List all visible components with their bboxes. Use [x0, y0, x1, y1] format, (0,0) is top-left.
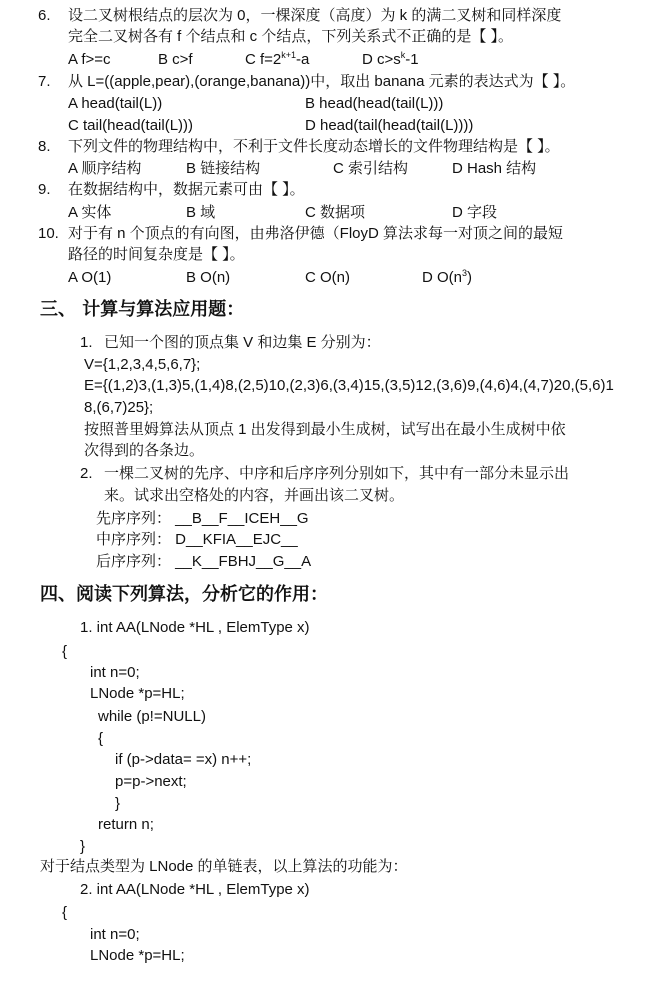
question-6-option-c: C $f=2^{k+1}-a$ [245, 50, 310, 68]
question-7-number: 7. [38, 73, 51, 90]
question-9-option-a: A 实体 [68, 204, 112, 221]
question-10-text: 对于有 n 个顶点的有向图，由弗洛伊德（FloyD 算法求每一对顶之间的最短 [68, 225, 564, 242]
s3-q2-number: 2. [80, 465, 93, 482]
question-8-text: 下列文件的物理结构中，不利于文件长度动态增长的文件物理结构是【 】。 [68, 138, 560, 155]
code2-line2: { [62, 904, 68, 921]
question-7-option-c: C tail(head(tail(L))) [68, 117, 194, 134]
s3-q2-line1: 一棵二叉树的先序、中序和后序序列分别如下，其中有一部分未显示出 [104, 465, 570, 482]
question-6-number: 6. [38, 7, 51, 24]
s3-q1-edge-set: E={(1,2)3,(1,3)5,(1,4)8,(2,5)10,(2,3)6,(3,4)15,(3,5)12,(3,6)9,(4,6)4,(4,7)20,(5,6)1 [84, 377, 614, 394]
question-7-option-d: D head(tail(head(tail(L)))) [305, 117, 474, 134]
code1-line11: } [80, 838, 86, 855]
code1-line6: { [98, 730, 104, 747]
s3-q2-postorder: 后序序列： __K__FBHJ__G__A [96, 553, 312, 570]
s3-q2-line2: 来。试求出空格处的内容，并画出该二叉树。 [104, 487, 405, 504]
question-10-option-b: B O(n) [186, 269, 231, 286]
question-6-option-d: D $c>s^k-1$ [362, 50, 419, 68]
code1-line4: LNode *p=HL; [90, 685, 185, 702]
s3-q1-line1: 已知一个图的顶点集 V 和边集 E 分别为： [104, 334, 381, 351]
question-10-option-c: C O(n) [305, 269, 350, 286]
s3-q1-line6: 次得到的各条边。 [84, 442, 205, 459]
question-6-option-b: B c>f [158, 51, 193, 68]
question-10-option-d: D $O(n^3)$ [422, 268, 473, 286]
question-8-option-d: D Hash 结构 [452, 160, 537, 177]
question-8-option-a: A 顺序结构 [68, 160, 142, 177]
code2-line4: LNode *p=HL; [90, 947, 185, 964]
question-9-option-b: B 域 [186, 204, 216, 221]
s3-q1-number: 1. [80, 334, 93, 351]
code1-line1: 1. int AA(LNode *HL , ElemType x) [80, 619, 310, 636]
question-9-text: 在数据结构中，数据元素可由【 】。 [68, 181, 305, 198]
question-7-option-b: B head(head(tail(L))) [305, 95, 444, 112]
code1-line3: int n=0; [90, 664, 140, 681]
code1-line10: return n; [98, 816, 154, 833]
s3-q1-vertex-set: V={1,2,3,4,5,6,7}; [84, 356, 201, 373]
code1-line8: p=p->next; [115, 773, 187, 790]
s3-q1-edge-set-cont: 8,(6,7)25}; [84, 399, 154, 416]
code2-line1: 2. int AA(LNode *HL , ElemType x) [80, 881, 310, 898]
question-7-text: 从 L=((apple,pear),(orange,banana))中，取出 banana 元素的表达式为【 】。 [68, 73, 576, 90]
question-6-option-a: A f>=c [68, 51, 111, 68]
section-4-title: 四、阅读下列算法，分析它的作用： [40, 584, 328, 605]
question-10-number: 10. [38, 225, 59, 242]
question-7-option-a: A head(tail(L)) [68, 95, 163, 112]
code2-line3: int n=0; [90, 926, 140, 943]
s3-q2-preorder: 先序序列： __B__F__ICEH__G [96, 510, 309, 527]
s3-q2-inorder: 中序序列： D__KFIA__EJC__ [96, 531, 298, 548]
question-8-number: 8. [38, 138, 51, 155]
question-10-text-cont: 路径的时间复杂度是【 】。 [68, 246, 245, 263]
question-6-text-cont: 完全二叉树各有 f 个结点和 c 个结点，下列关系式不正确的是【 】。 [68, 28, 514, 45]
code1-line7: if (p->data= =x) n++; [115, 751, 252, 768]
section-3-title: 三、 计算与算法应用题： [40, 299, 245, 320]
question-9-number: 9. [38, 181, 51, 198]
s3-q1-line5: 按照普里姆算法从顶点 1 出发得到最小生成树，试写出在最小生成树中依 [84, 421, 566, 438]
question-8-option-c: C 索引结构 [333, 160, 409, 177]
code1-line2: { [62, 643, 68, 660]
code1-line9: } [115, 795, 121, 812]
code1-caption: 对于结点类型为 LNode 的单链表，以上算法的功能为： [40, 858, 408, 875]
question-8-option-b: B 链接结构 [186, 160, 261, 177]
code1-line5: while (p!=NULL) [98, 708, 206, 725]
question-10-option-a: A O(1) [68, 269, 112, 286]
question-9-option-c: C 数据项 [305, 204, 366, 221]
question-9-option-d: D 字段 [452, 204, 498, 221]
question-6-text: 设二叉树根结点的层次为 0，一棵深度（高度）为 k 的满二叉树和同样深度 [68, 7, 562, 24]
